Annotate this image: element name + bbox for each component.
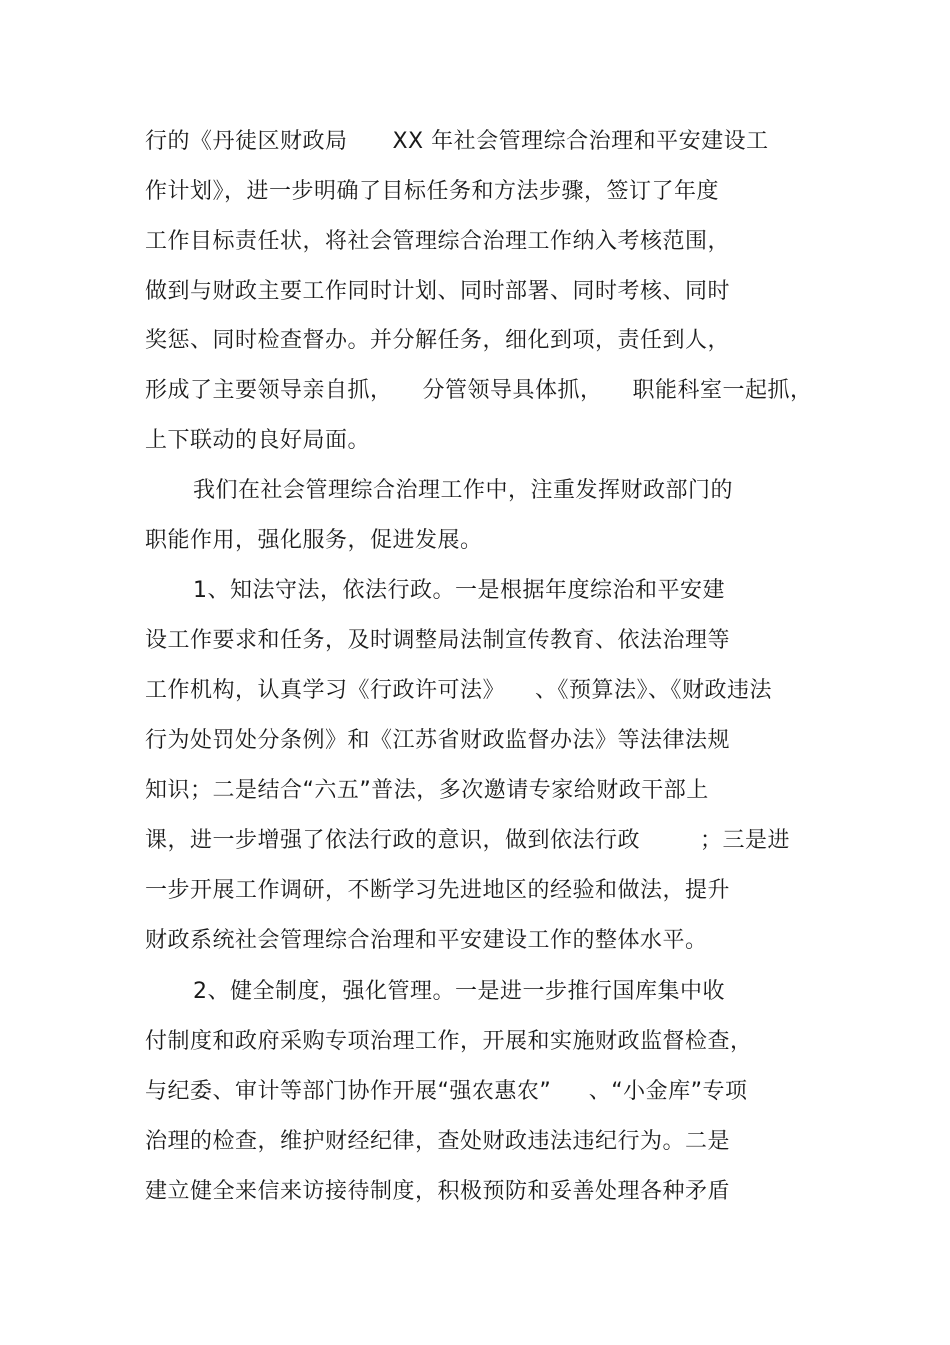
text-line: 财政系统社会管理综合治理和平安建设工作的整体水平。 [145, 928, 708, 953]
text-line: 设工作要求和任务，及时调整局法制宣传教育、依法治理等 [145, 628, 731, 653]
text-line: 作计划》，进一步明确了目标任务和方法步骤，签订了年度 [145, 179, 720, 204]
text-line: 付制度和政府采购专项治理工作，开展和实施财政监督检查， [145, 1029, 753, 1054]
paragraph-first-line: 1、知法守法，依法行政。一是根据年度综治和平安建 [193, 578, 725, 603]
text-line: 课，进一步增强了依法行政的意识，做到依法行政 ；三是进 [145, 828, 790, 853]
text-line: 建立健全来信来访接待制度，积极预防和妥善处理各种矛盾 [145, 1179, 731, 1204]
text-line: 行为处罚处分条例》和《江苏省财政监督办法》等法律法规 [145, 728, 731, 753]
text-line: 工作目标责任状，将社会管理综合治理工作纳入考核范围， [145, 229, 731, 254]
paragraph-first-line: 2、健全制度，强化管理。一是进一步推行国库集中收 [193, 979, 725, 1004]
text-line: 奖惩、同时检查督办。并分解任务，细化到项，责任到人， [145, 328, 731, 353]
text-line: 做到与财政主要工作同时计划、同时部署、同时考核、同时 [145, 279, 731, 304]
text-line: 与纪委、审计等部门协作开展“强农惠农” 、“小金库”专项 [145, 1079, 748, 1104]
paragraph-first-line: 我们在社会管理综合治理工作中，注重发挥财政部门的 [193, 478, 734, 503]
text-line: 行的《丹徒区财政局 XX 年社会管理综合治理和平安建设工 [145, 129, 769, 154]
text-line: 形成了主要领导亲自抓， 分管领导具体抓， 职能科室一起抓， [145, 378, 813, 403]
text-line: 一步开展工作调研，不断学习先进地区的经验和做法，提升 [145, 878, 731, 903]
text-line: 上下联动的良好局面。 [145, 428, 371, 453]
text-line: 知识；二是结合“六五”普法，多次邀请专家给财政干部上 [145, 778, 709, 803]
text-line: 治理的检查，维护财经纪律，查处财政违法违纪行为。二是 [145, 1129, 731, 1154]
text-line: 职能作用，强化服务，促进发展。 [145, 528, 483, 553]
text-line: 工作机构，认真学习《行政许可法》 、《预算法》、《财政违法 [145, 678, 772, 703]
